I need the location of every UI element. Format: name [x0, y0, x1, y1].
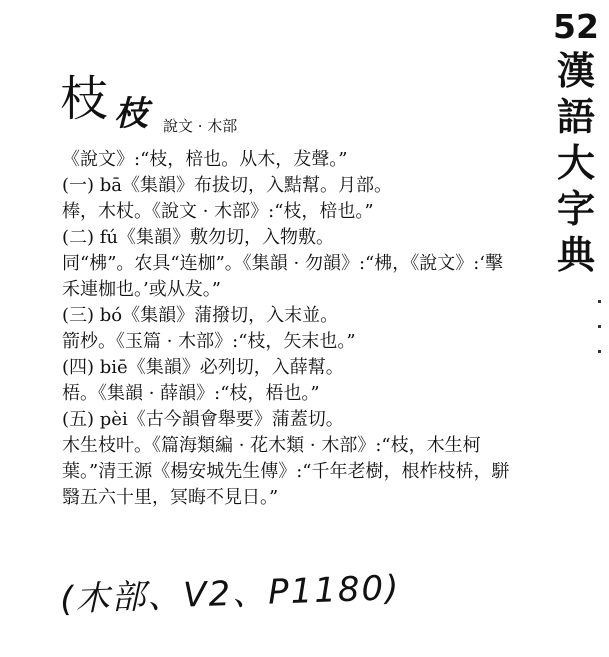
- entry-line: 箭杪。《玉篇 · 木部》:“枝，矢末也。”: [62, 331, 356, 352]
- entry-line: 禾連枷也。’或从犮。”: [62, 279, 221, 300]
- dictionary-title-vertical: [548, 6, 604, 278]
- entry-line: 同“柫”。农具“连枷”。《集韻 · 勿韻》:“柫，《說文》:‘擊: [62, 253, 504, 274]
- page-number: 52: [553, 7, 599, 46]
- entry-line: 木生枝叶。《篇海類編 · 花木類 · 木部》:“枝，木生柯: [62, 435, 481, 456]
- title-char-1: 漢: [556, 48, 595, 93]
- entry-line: (五) pèi《古今韻會舉要》蒲蓋切。: [62, 409, 344, 430]
- entry-line: 梧。《集韻 · 薛韻》:“枝，梧也。”: [62, 383, 320, 404]
- seal-source: 說文 · 木部: [163, 117, 238, 135]
- title-char-2: 語: [556, 94, 595, 139]
- handwritten-note: (木部、V2、P1180): [59, 568, 402, 620]
- entry-line: 《說文》:“枝，棓也。从木，犮聲。”: [62, 149, 348, 170]
- entry-body: [62, 147, 552, 511]
- title-char-3: 大: [556, 140, 595, 185]
- entry-line: 翳五六十里，冥晦不見日。”: [62, 487, 279, 508]
- entry-line: 棒，木杖。《說文 · 木部》:“枝，棓也。”: [62, 201, 374, 222]
- title-char-4: 字: [556, 186, 595, 231]
- title-char-5: 典: [556, 232, 595, 277]
- headword: 枝: [60, 71, 109, 127]
- entry-line: (二) fú《集韻》敷勿切，入物敷。: [62, 227, 335, 248]
- seal-script-form: 枝: [114, 94, 146, 134]
- margin-marks: [598, 300, 604, 380]
- entry-line: (三) bó《集韻》蒲撥切，入末並。: [62, 305, 339, 326]
- entry-line: 葉。”清王源《楊安城先生傳》:“千年老樹，根柞枝枿，駢: [62, 461, 510, 482]
- entry-line: (四) biē《集韻》必列切，入薛幫。: [62, 357, 344, 378]
- entry-line: (一) bā《集韻》布拔切，入黠幫。月部。: [62, 175, 393, 196]
